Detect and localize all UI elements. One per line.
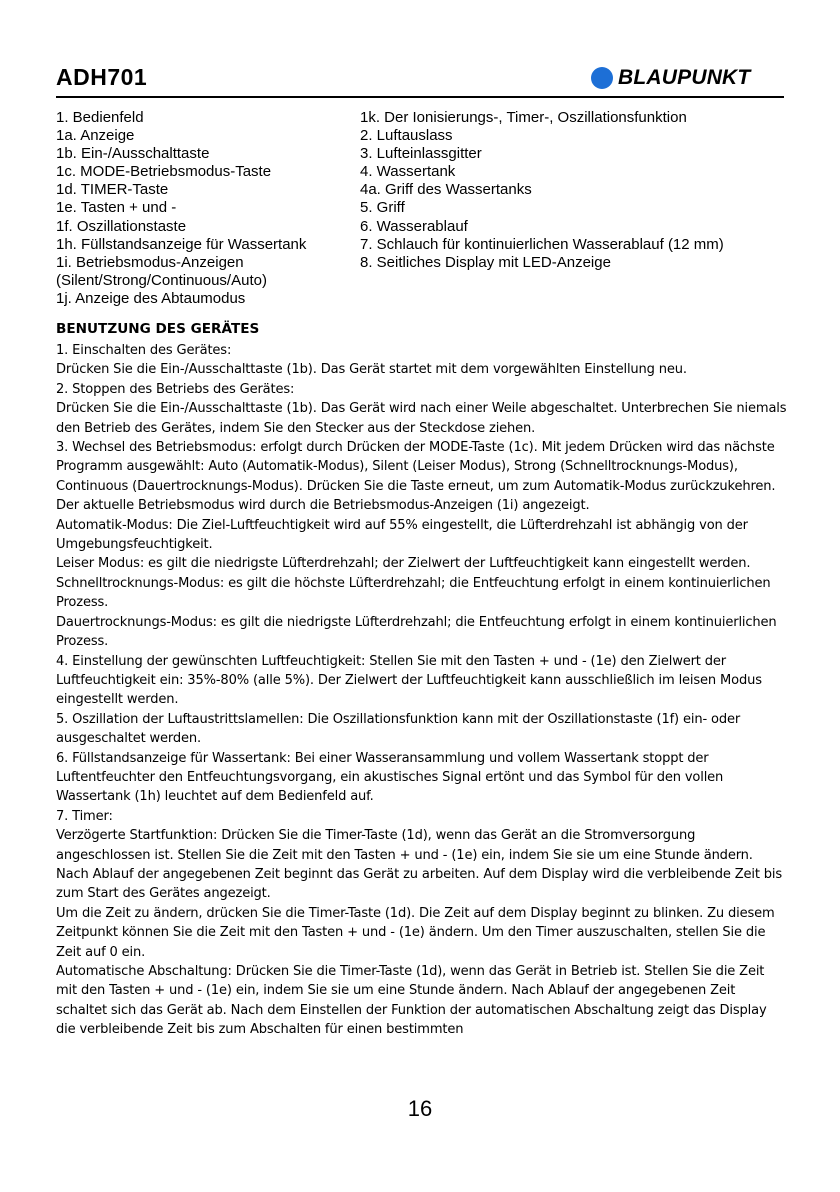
part-item: (Silent/Strong/Continuous/Auto) <box>56 271 267 289</box>
paragraph: 7. Timer: <box>56 808 113 824</box>
paragraph: Verzögerte Startfunktion: Drücken Sie die Timer-Taste (1d), wenn das Gerät an die Stromversorgung angeschlossen ist. Stellen Sie die Zeit mit den Tasten + und - (1e) ein, indem Sie sie um eine Stunde ändern. Nach Ablauf der angegebenen Zeit beginnt das Gerät zu arbeiten. Auf dem Display wird die verbleibende Zeit bis zum Start des Gerätes angezeigt. <box>56 828 783 902</box>
part-item: 1c. MODE-Betriebsmodus-Taste <box>56 163 272 181</box>
parts-list-left <box>56 109 356 308</box>
part-item: 1. Bedienfeld <box>56 109 144 126</box>
paragraph: Automatik-Modus: Die Ziel-Luftfeuchtigkeit wird auf 55% eingestellt, die Lüfterdrehzahl ist abhängig von der Umgebungsfeuchtigkeit. <box>56 517 748 553</box>
logo-dot-icon <box>591 67 613 89</box>
paragraph: Um die Zeit zu ändern, drücken Sie die Timer-Taste (1d). Die Zeit auf dem Display beginnt zu blinken. Zu diesem Zeitpunkt können Sie die Zeit mit den Tasten + und - (1e) ändern. Um den Timer auszuschalten, stellen Sie die Zeit auf 0 ein. <box>56 905 775 960</box>
part-item: 1k. Der Ionisierungs-, Timer-, Oszillationsfunktion <box>360 109 687 126</box>
paragraph: 2. Stoppen des Betriebs des Gerätes: <box>56 381 295 397</box>
part-item: 7. Schlauch für kontinuierlichen Wasserablauf (12 mm) <box>360 235 724 253</box>
page-number: 16 <box>407 1096 433 1121</box>
part-item: 1h. Füllstandsanzeige für Wassertank <box>56 235 307 253</box>
paragraph: Dauertrocknungs-Modus: es gilt die niedrigste Lüfterdrehzahl; die Entfeuchtung erfolgt in einem kontinuierlichen Prozess. <box>56 614 777 650</box>
part-item: 1j. Anzeige des Abtaumodus <box>56 289 246 307</box>
part-item: 1a. Anzeige <box>56 127 135 145</box>
part-item: 8. Seitliches Display mit LED-Anzeige <box>360 253 611 271</box>
paragraph: 1. Einschalten des Gerätes: <box>56 343 232 358</box>
section-heading: BENUTZUNG DES GERÄTES <box>56 321 260 337</box>
part-item: 4a. Griff des Wassertanks <box>360 181 532 199</box>
part-item: 1i. Betriebsmodus-Anzeigen <box>56 253 244 271</box>
part-item: 1e. Tasten + und - <box>56 199 177 217</box>
part-item: 1d. TIMER-Taste <box>56 181 169 199</box>
paragraph: Drücken Sie die Ein-/Ausschalttaste (1b). Das Gerät wird nach einer Weile abgeschaltet. Unterbrechen Sie niemals den Betrieb des Gerätes, indem Sie den Stecker aus der Steckdose ziehen. <box>56 401 787 436</box>
part-item: 2. Luftauslass <box>360 127 453 145</box>
paragraph: 3. Wechsel des Betriebsmodus: erfolgt durch Drücken der MODE-Taste (1c). Mit jedem Drücken wird das nächste Programm ausgewählt: Auto (Automatik-Modus), Silent (Leiser Modus), Strong (Schnelltrocknungs-Modus), Continuous (Dauertrocknungs-Modus). Drücken Sie die Taste erneut, um zum Automatik-Modus zurückzukehren. Der aktuelle Betriebsmodus wird durch die Betriebsmodus-Anzeigen (1i) angezeigt. <box>56 440 776 514</box>
paragraph: Leiser Modus: es gilt die niedrigste Lüfterdrehzahl; der Zielwert der Luftfeuchtigkeit kann eingestellt werden. <box>56 556 751 572</box>
part-item: 4. Wassertank <box>360 163 456 181</box>
part-item: 6. Wasserablauf <box>360 217 468 235</box>
paragraph: 6. Füllstandsanzeige für Wassertank: Bei einer Wasseransammlung und vollem Wassertank stoppt der Luftentfeuchter den Entfeuchtungsvorgang, ein akustisches Signal ertönt und das Symbol für den vollen Wassertank (1h) leuchtet auf dem Bedienfeld auf. <box>56 750 724 805</box>
usage-section <box>56 319 788 1040</box>
paragraph: Schnelltrocknungs-Modus: es gilt die höchste Lüfterdrehzahl; die Entfeuchtung erfolgt in einem kontinuierlichen Prozess. <box>56 575 771 611</box>
brand-logo <box>591 66 750 90</box>
paragraph: Drücken Sie die Ein-/Ausschalttaste (1b). Das Gerät startet mit dem vorgewählten Einstellung neu. <box>56 362 687 378</box>
brand-name: BLAUPUNKT <box>618 66 751 89</box>
paragraph: 5. Oszillation der Luftaustrittslamellen: Die Oszillationsfunktion kann mit der Oszillationstaste (1f) ein- oder ausgeschaltet werden. <box>56 711 741 747</box>
model-title: ADH701 <box>56 64 148 90</box>
part-item: 5. Griff <box>360 199 405 217</box>
paragraph: Automatische Abschaltung: Drücken Sie die Timer-Taste (1d), wenn das Gerät in Betrieb ist. Stellen Sie die Zeit mit den Tasten + und - (1e) ein, indem Sie sie um eine Stunde ändern. Nach Ablauf der angegebenen Zeit schaltet sich das Gerät ab. Nach dem Einstellen der Funktion der automatischen Abschaltung zeigt das Display die verbleibende Zeit bis zum Abschalten für einen bestimmten <box>56 964 767 1038</box>
parts-list-right <box>360 109 790 272</box>
part-item: 3. Lufteinlassgitter <box>360 145 482 163</box>
paragraph: 4. Einstellung der gewünschten Luftfeuchtigkeit: Stellen Sie mit den Tasten + und - (1e) den Zielwert der Luftfeuchtigkeit ein: 35%-80% (alle 5%). Der Zielwert der Luftfeuchtigkeit kann ausschließlich im leisen Modus eingestellt werden. <box>56 653 762 708</box>
header-divider <box>56 96 784 98</box>
part-item: 1f. Oszillationstaste <box>56 217 187 235</box>
part-item: 1b. Ein-/Ausschalttaste <box>56 145 210 163</box>
